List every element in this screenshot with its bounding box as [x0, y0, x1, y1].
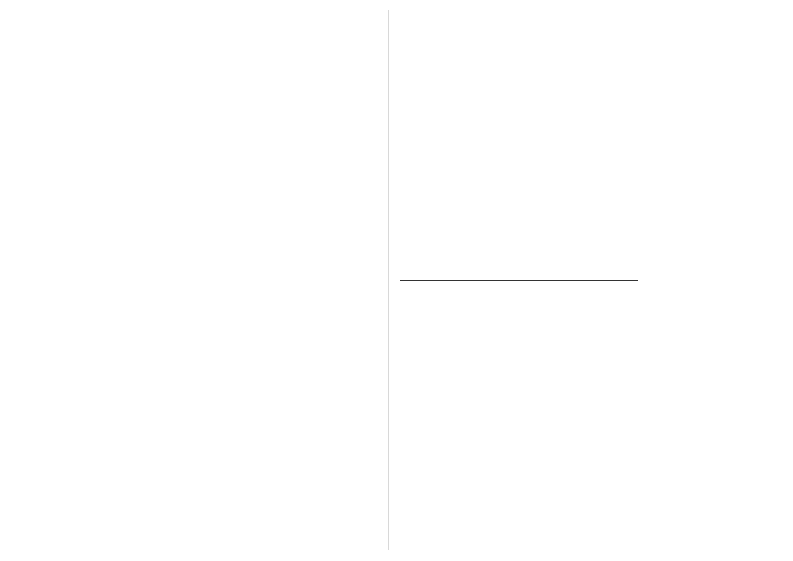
divider [400, 280, 638, 281]
sections-top [400, 14, 638, 276]
catalog-title [644, 14, 678, 548]
headline [746, 14, 776, 548]
sections-bottom [400, 286, 638, 548]
page-gutter [388, 10, 389, 550]
catalog-layout [400, 14, 778, 548]
right-page-catalog [400, 14, 778, 548]
intro-text [708, 14, 742, 548]
left-page-price-list [16, 14, 376, 548]
intro-text-2 [680, 14, 706, 548]
